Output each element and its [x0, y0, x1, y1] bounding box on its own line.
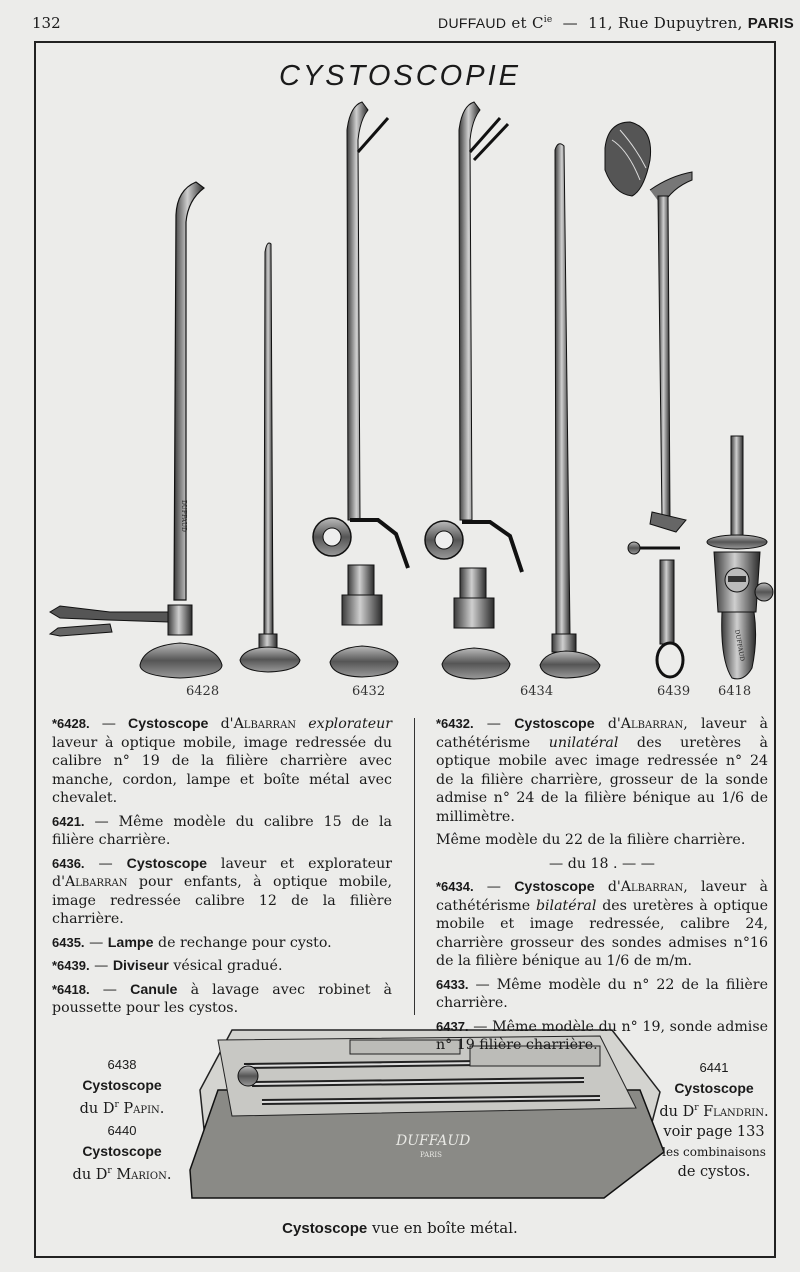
side-keyword: Cystoscope — [82, 1143, 162, 1159]
cystoscope-6432-drawing — [313, 102, 408, 677]
entry-6428 — [52, 715, 392, 808]
entry-text: — du 18 . — — — [549, 855, 655, 872]
entry-text: — Même modèle du calibre 15 de la filière charrière. — [52, 813, 392, 848]
entry-italic: unilatéral — [548, 734, 619, 751]
entry-ref: 6436. — [52, 855, 85, 871]
entry-6433 — [436, 976, 768, 1013]
side-line: voir page 133 — [663, 1123, 765, 1140]
doctor-sup: r — [107, 1166, 112, 1176]
entry-6435 — [52, 934, 392, 953]
doctor-prefix: du D — [79, 1100, 115, 1117]
entry-dash: — — [486, 879, 501, 895]
doctor-prefix: du D — [72, 1166, 108, 1183]
doctor-name: Marion. — [116, 1166, 172, 1183]
entry-text: de rechange pour cysto. — [158, 934, 332, 951]
figure-number-6428: 6428 — [186, 684, 220, 699]
entry-keyword: Diviseur — [112, 958, 169, 974]
cystoscope-6434-drawing — [425, 102, 522, 679]
entry-keyword: Cystoscope — [514, 716, 595, 732]
entry-6437 — [436, 1018, 768, 1055]
side-note-6441 — [650, 1058, 778, 1182]
entry-italic: bilatéral — [535, 897, 597, 914]
entry-6421 — [52, 813, 392, 850]
doctor-name: Flandrin. — [703, 1103, 769, 1120]
column-divider — [414, 718, 415, 1015]
box-brand: DUFFAUD — [396, 1133, 471, 1149]
entry-text: — Même modèle du n° 22 de la filière charrière. — [436, 976, 768, 1011]
entry-mid: , laveur à cathétérisme — [436, 879, 768, 914]
figure-number-6432: 6432 — [352, 684, 386, 699]
entry-pre: d' — [220, 716, 234, 732]
header-co-sup: ie — [543, 15, 553, 25]
entry-dash: — — [486, 716, 501, 732]
entry-keyword: Cystoscope — [514, 879, 595, 895]
side-doctor — [650, 1098, 778, 1122]
header-et: et — [511, 14, 527, 32]
entry-text: des uretères à optique mobile et image redressée, calibre 24, charrière grosseur des sondes admises n°16 de la filière bénique au 1/6 de m/m. — [436, 897, 768, 969]
figure-number-6439: 6439 — [657, 684, 691, 699]
entry-same-22 — [436, 831, 768, 850]
entry-name: Albarran — [620, 879, 684, 895]
side-number: 6441 — [699, 1060, 729, 1075]
side-doctor — [52, 1095, 192, 1119]
side-keyword: Cystoscope — [674, 1080, 754, 1096]
entry-dash: — — [102, 981, 117, 998]
entry-keyword: Canule — [130, 981, 178, 998]
caption-text: vue en boîte métal. — [371, 1219, 518, 1237]
header-co: C — [531, 14, 544, 32]
entry-text: Même modèle du 22 de la filière charrière. — [436, 832, 746, 848]
entry-name: Albarran — [620, 716, 684, 732]
entry-ref: *6428. — [52, 716, 90, 731]
entry-6418 — [52, 981, 392, 1018]
left-column — [52, 715, 392, 1023]
entry-ref: 6421. — [52, 813, 85, 829]
side-note-6438 — [52, 1055, 192, 1119]
side-line: les combinaisons — [662, 1144, 766, 1159]
entry-pre: d' — [607, 716, 621, 732]
entry-italic: explorateur — [308, 716, 393, 732]
entry-text: des uretères à optique mobile avec image redressée n° 24 de la filière charrière, grosseur de la sonde admise n° 24 de la filière bénique au 1/6 de millimètre. — [436, 734, 769, 825]
doctor-sup: r — [114, 1100, 119, 1110]
canule-6418-drawing — [707, 436, 773, 679]
entry-text: à lavage avec robinet à poussette pour les cystos. — [52, 981, 393, 1016]
entry-6439 — [52, 957, 392, 976]
side-note-6440 — [52, 1121, 192, 1185]
doctor-sup: r — [694, 1103, 699, 1113]
entry-dash: — — [101, 716, 116, 732]
entry-ref: 6437. — [436, 1018, 469, 1034]
engraved-brand-2: DUFFAUD — [733, 629, 746, 662]
entry-pre: d' — [607, 879, 621, 895]
page-number: 132 — [32, 14, 61, 32]
header-firm: DUFFAUD — [438, 15, 507, 31]
doctor-name: Papin. — [123, 1100, 165, 1117]
cystoscope-tube-drawing — [540, 144, 600, 678]
entry-6436 — [52, 855, 392, 929]
side-line: de cystos. — [677, 1163, 751, 1180]
entry-dash: — — [89, 934, 104, 951]
box-city: PARIS — [420, 1151, 442, 1159]
entry-text: laveur à optique mobile, image redressée du calibre n° 19 de la filière charrière avec manche, cordon, lampe et boîte métal avec chevalet. — [52, 734, 392, 806]
entry-ref: *6418. — [52, 981, 90, 997]
figure-number-6418: 6418 — [718, 684, 752, 699]
entry-ref: *6439. — [52, 958, 90, 973]
entry-text: vésical gradué. — [173, 958, 283, 974]
entry-ref: 6435. — [52, 934, 85, 950]
entry-mid: , laveur à cathétérisme — [436, 716, 768, 751]
header-city: PARIS — [747, 15, 794, 32]
entry-6432 — [436, 715, 768, 826]
entry-dash: — — [94, 958, 109, 974]
engraved-brand: DUFFAUD — [180, 500, 187, 532]
entry-keyword: Cystoscope — [126, 855, 207, 872]
page-title: CYSTOSCOPIE — [279, 60, 521, 92]
right-column — [436, 715, 768, 1060]
doctor-prefix: du D — [659, 1103, 695, 1120]
figure-number-6434: 6434 — [520, 684, 554, 699]
side-keyword: Cystoscope — [82, 1077, 162, 1093]
caption-keyword: Cystoscope — [282, 1220, 368, 1237]
cystoscope-6428-drawing — [50, 182, 222, 678]
entry-pre: laveur et explorateur d' — [52, 855, 392, 890]
header-separator: — — [562, 14, 578, 32]
entry-dash: — — [98, 855, 113, 872]
entry-name: Albarran — [64, 874, 128, 890]
entry-ref: *6432. — [436, 716, 474, 731]
cystoscope-small-drawing — [240, 243, 300, 672]
entry-text: pour enfants, à optique mobile, image redressée calibre 12 de la filière charrière. — [52, 874, 392, 927]
entry-ref: *6434. — [436, 879, 474, 894]
side-number: 6438 — [107, 1057, 137, 1072]
side-doctor — [52, 1161, 192, 1185]
side-number: 6440 — [107, 1123, 137, 1138]
entry-6434 — [436, 878, 768, 971]
header-address: 11, Rue Dupuytren, — [588, 14, 743, 32]
entry-keyword: Lampe — [107, 934, 154, 951]
diviseur-6439-drawing — [605, 122, 692, 677]
entry-same-18 — [436, 855, 768, 874]
entry-keyword: Cystoscope — [128, 716, 209, 732]
entry-name: Albarran — [233, 716, 297, 732]
entry-ref: 6433. — [436, 976, 469, 992]
figure-caption — [0, 1219, 800, 1237]
entry-text: — Même modèle du n° 19, sonde admise n° 19 filière charrière. — [436, 1018, 768, 1053]
